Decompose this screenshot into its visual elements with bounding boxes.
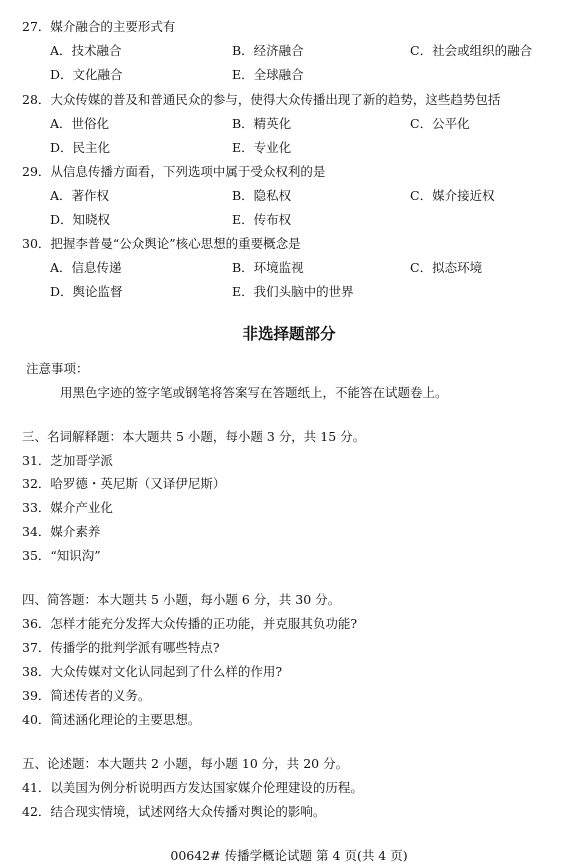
question-30-option-c: C．拟态环境 xyxy=(410,260,483,275)
question-28-stem: 28．大众传媒的普及和普通民众的参与，使得大众传播出现了新的趋势，这些趋势包括 xyxy=(22,92,501,107)
question-27-option-e: E．全球融合 xyxy=(232,67,304,82)
question-30-option-b: B．环境监视 xyxy=(232,260,304,275)
notice-label: 注意事项： xyxy=(26,361,89,376)
question-32: 32．哈罗德・英尼斯（又译伊尼斯） xyxy=(22,476,226,491)
question-39: 39．简述传者的义务。 xyxy=(22,688,151,703)
question-29-option-d: D．知晓权 xyxy=(50,212,111,227)
question-36: 36．怎样才能充分发挥大众传播的正功能，并克服其负功能? xyxy=(22,616,358,631)
part4-header: 四、简答题：本大题共 5 小题，每小题 6 分，共 30 分。 xyxy=(22,592,341,607)
notice-text: 用黑色字迹的签字笔或钢笔将答案写在答题纸上，不能答在试题卷上。 xyxy=(60,385,448,400)
question-29-option-a: A．著作权 xyxy=(50,188,110,203)
question-31: 31．芝加哥学派 xyxy=(22,453,113,468)
question-41: 41．以美国为例分析说明西方发达国家媒介伦理建设的历程。 xyxy=(22,780,363,795)
question-38: 38．大众传媒对文化认同起到了什么样的作用? xyxy=(22,664,283,679)
question-29-option-e: E．传布权 xyxy=(232,212,292,227)
question-37: 37．传播学的批判学派有哪些特点? xyxy=(22,640,220,655)
question-29-stem: 29．从信息传播方面看，下列选项中属于受众权利的是 xyxy=(22,164,326,179)
question-28-option-d: D．民主化 xyxy=(50,140,111,155)
question-27-option-d: D．文化融合 xyxy=(50,67,123,82)
section-title: 非选择题部分 xyxy=(242,325,336,343)
question-27-option-c: C．社会或组织的融合 xyxy=(410,43,533,58)
question-27-stem: 27．媒介融合的主要形式有 xyxy=(22,19,176,34)
question-28-option-c: C．公平化 xyxy=(410,116,470,131)
question-27-option-b: B．经济融合 xyxy=(232,43,304,58)
question-30-stem: 30．把握李普曼“公众舆论”核心思想的重要概念是 xyxy=(22,236,301,251)
question-30-option-d: D．舆论监督 xyxy=(50,284,123,299)
page-footer: 00642# 传播学概论试题 第 4 页(共 4 页) xyxy=(170,848,408,863)
question-30-option-e: E．我们头脑中的世界 xyxy=(232,284,354,299)
question-27-option-a: A．技术融合 xyxy=(50,43,122,58)
part3-header: 三、名词解释题：本大题共 5 小题，每小题 3 分，共 15 分。 xyxy=(22,429,366,444)
question-28-option-a: A．世俗化 xyxy=(50,116,110,131)
question-40: 40．简述涵化理论的主要思想。 xyxy=(22,712,201,727)
part5-header: 五、论述题：本大题共 2 小题，每小题 10 分，共 20 分。 xyxy=(22,756,349,771)
question-30-option-a: A．信息传递 xyxy=(50,260,122,275)
question-28-option-b: B．精英化 xyxy=(232,116,292,131)
question-28-option-e: E．专业化 xyxy=(232,140,292,155)
question-35: 35．“知识沟” xyxy=(22,548,101,563)
question-29-option-b: B．隐私权 xyxy=(232,188,292,203)
question-34: 34．媒介素养 xyxy=(22,524,101,539)
question-42: 42．结合现实情境，试述网络大众传播对舆论的影响。 xyxy=(22,804,326,819)
question-29-option-c: C．媒介接近权 xyxy=(410,188,495,203)
question-33: 33．媒介产业化 xyxy=(22,500,113,515)
